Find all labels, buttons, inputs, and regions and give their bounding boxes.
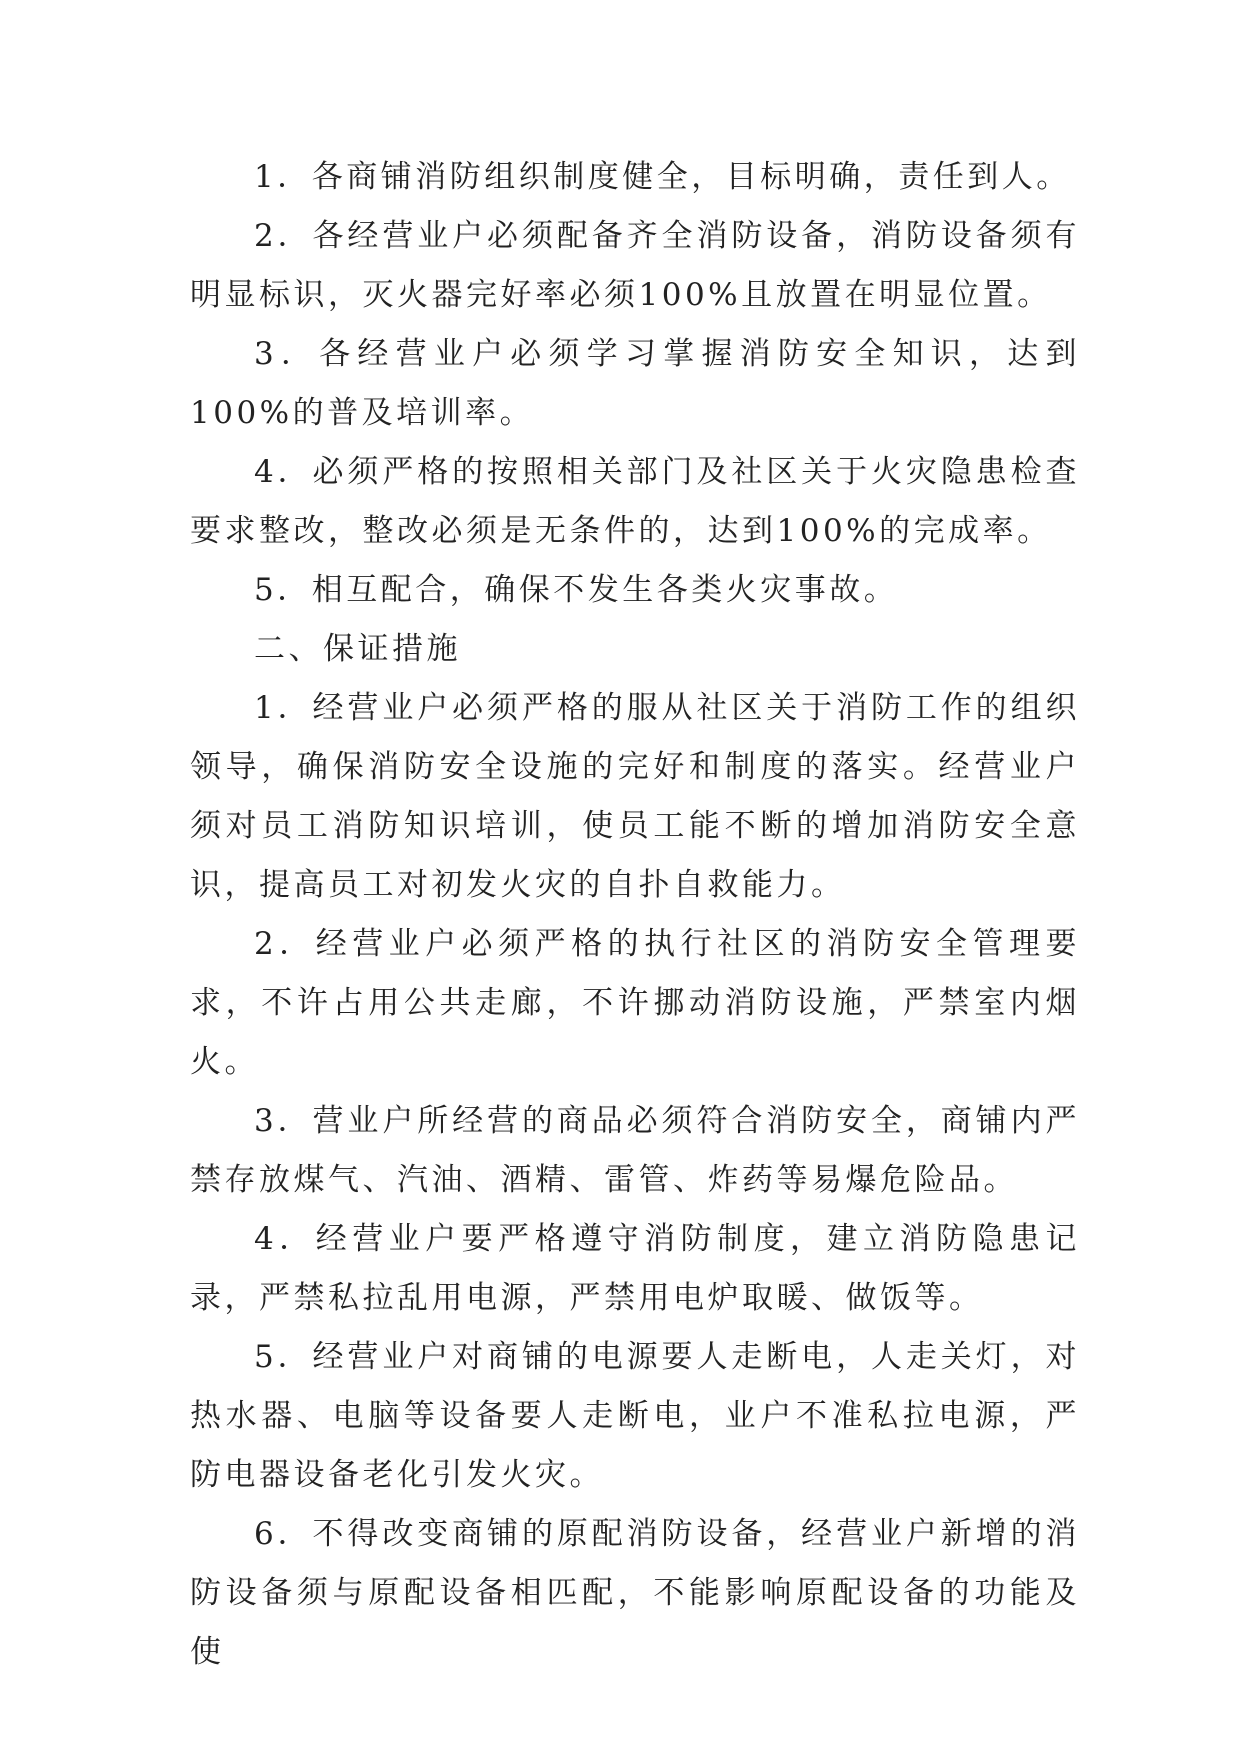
section-heading: 二、保证措施: [254, 631, 461, 667]
paragraph-1: 1．各商铺消防组织制度健全，目标明确，责任到人。: [254, 159, 1071, 195]
paragraph-2: 2．各经营业户必须配备齐全消防设备，消防设备须有明显标识，灭火器完好率必须100%且放置在明显位置。: [190, 218, 1080, 313]
document-body: [190, 148, 1080, 1682]
paragraph-5: 5．相互配合，确保不发生各类火灾事故。: [254, 572, 899, 608]
paragraph-4: 4．必须严格的按照相关部门及社区关于火灾隐患检查要求整改，整改必须是无条件的，达到100%的完成率。: [190, 454, 1080, 549]
paragraph-7: 2．经营业户必须严格的执行社区的消防安全管理要求，不许占用公共走廊，不许挪动消防设施，严禁室内烟火。: [190, 926, 1080, 1080]
paragraph-3: 3．各经营业户必须学习掌握消防安全知识，达到100%的普及培训率。: [190, 336, 1080, 431]
paragraph-8: 3．营业户所经营的商品必须符合消防安全，商铺内严禁存放煤气、汽油、酒精、雷管、炸药等易爆危险品。: [190, 1103, 1080, 1198]
paragraph-10: 5．经营业户对商铺的电源要人走断电，人走关灯，对热水器、电脑等设备要人走断电，业户不准私拉电源，严防电器设备老化引发火灾。: [190, 1339, 1080, 1493]
paragraph-11: 6．不得改变商铺的原配消防设备，经营业户新增的消防设备须与原配设备相匹配，不能影响原配设备的功能及使: [190, 1516, 1080, 1670]
paragraph-6: 1．经营业户必须严格的服从社区关于消防工作的组织领导，确保消防安全设施的完好和制度的落实。经营业户须对员工消防知识培训，使员工能不断的增加消防安全意识，提高员工对初发火灾的自扑自救能力。: [190, 690, 1080, 903]
paragraph-9: 4．经营业户要严格遵守消防制度，建立消防隐患记录，严禁私拉乱用电源，严禁用电炉取暖、做饭等。: [190, 1221, 1080, 1316]
